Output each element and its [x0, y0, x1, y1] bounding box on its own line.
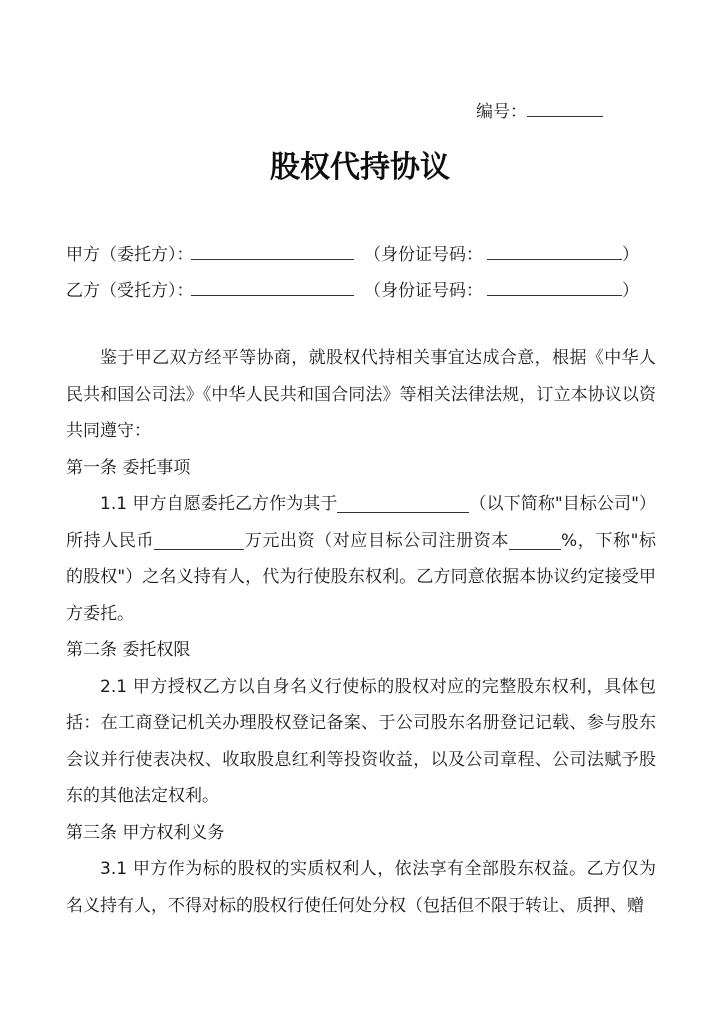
document-number-blank[interactable] — [527, 98, 603, 117]
document-number-label: 编号： — [476, 102, 527, 122]
party-b-id-label: （身份证号码： — [364, 281, 483, 301]
capital-percent-blank[interactable] — [509, 529, 561, 550]
section-2-clause: 2.1 甲方授权乙方以自身名义行使标的股权对应的完整股东权利，具体包括：在工商登记机关办理股权登记备案、于公司股东名册登记记载、参与股东会议并行使表决权、收取股息红利等投资收益，以及公司章程、公司法赋予股东的其他法定权利。 — [66, 676, 656, 806]
party-a-name-blank[interactable] — [191, 241, 354, 260]
clause-1-1-text-a: 1.1 甲方自愿委托乙方作为其于 — [100, 494, 338, 514]
section-3-clause: 3.1 甲方作为标的股权的实质权利人，依法享有全部股东权益。乙方仅为名义持有人，不得对标的股权行使任何处分权（包括但不限于转让、质押、赠 — [66, 859, 656, 916]
document-title: 股权代持协议 — [270, 150, 450, 185]
capital-amount-blank[interactable] — [154, 529, 244, 550]
party-a-id-blank[interactable] — [487, 241, 622, 260]
party-b-label: 乙方（受托方）： — [66, 281, 194, 301]
party-b-name-blank[interactable] — [191, 277, 354, 296]
party-b-row — [66, 277, 639, 303]
clause-1-1-text-b: （以下简称"目标公司"）所持人民币 — [66, 494, 656, 551]
party-a-id-close: ） — [622, 245, 639, 265]
party-a-label: 甲方（委托方）： — [66, 245, 194, 265]
party-b-id-blank[interactable] — [487, 277, 622, 296]
party-b-id-close: ） — [622, 281, 639, 301]
section-1-heading: 第一条 委托事项 — [66, 457, 191, 478]
document-number — [476, 98, 603, 124]
document-body — [66, 340, 656, 924]
clause-1-1-text-c: 万元出资（对应目标公司注册资本 — [244, 530, 509, 551]
preamble-paragraph: 鉴于甲乙双方经平等协商，就股权代持相关事宜达成合意，根据《中华人民共和国公司法》《中华人民共和国合同法》等相关法律法规，订立本协议以资共同遵守： — [66, 348, 656, 441]
section-1-clause — [66, 486, 656, 632]
section-3-heading: 第三条 甲方权利义务 — [66, 822, 225, 843]
party-a-id-label: （身份证号码： — [364, 245, 483, 265]
clause-1-1-text-d: %，下称"标的股权"）之名义持有人，代为行使股东权利。乙方同意依据本协议约定接受甲方委托。 — [66, 530, 657, 624]
party-a-row — [66, 241, 639, 267]
section-2-heading: 第二条 委托权限 — [66, 640, 191, 660]
target-company-blank[interactable] — [337, 492, 469, 513]
